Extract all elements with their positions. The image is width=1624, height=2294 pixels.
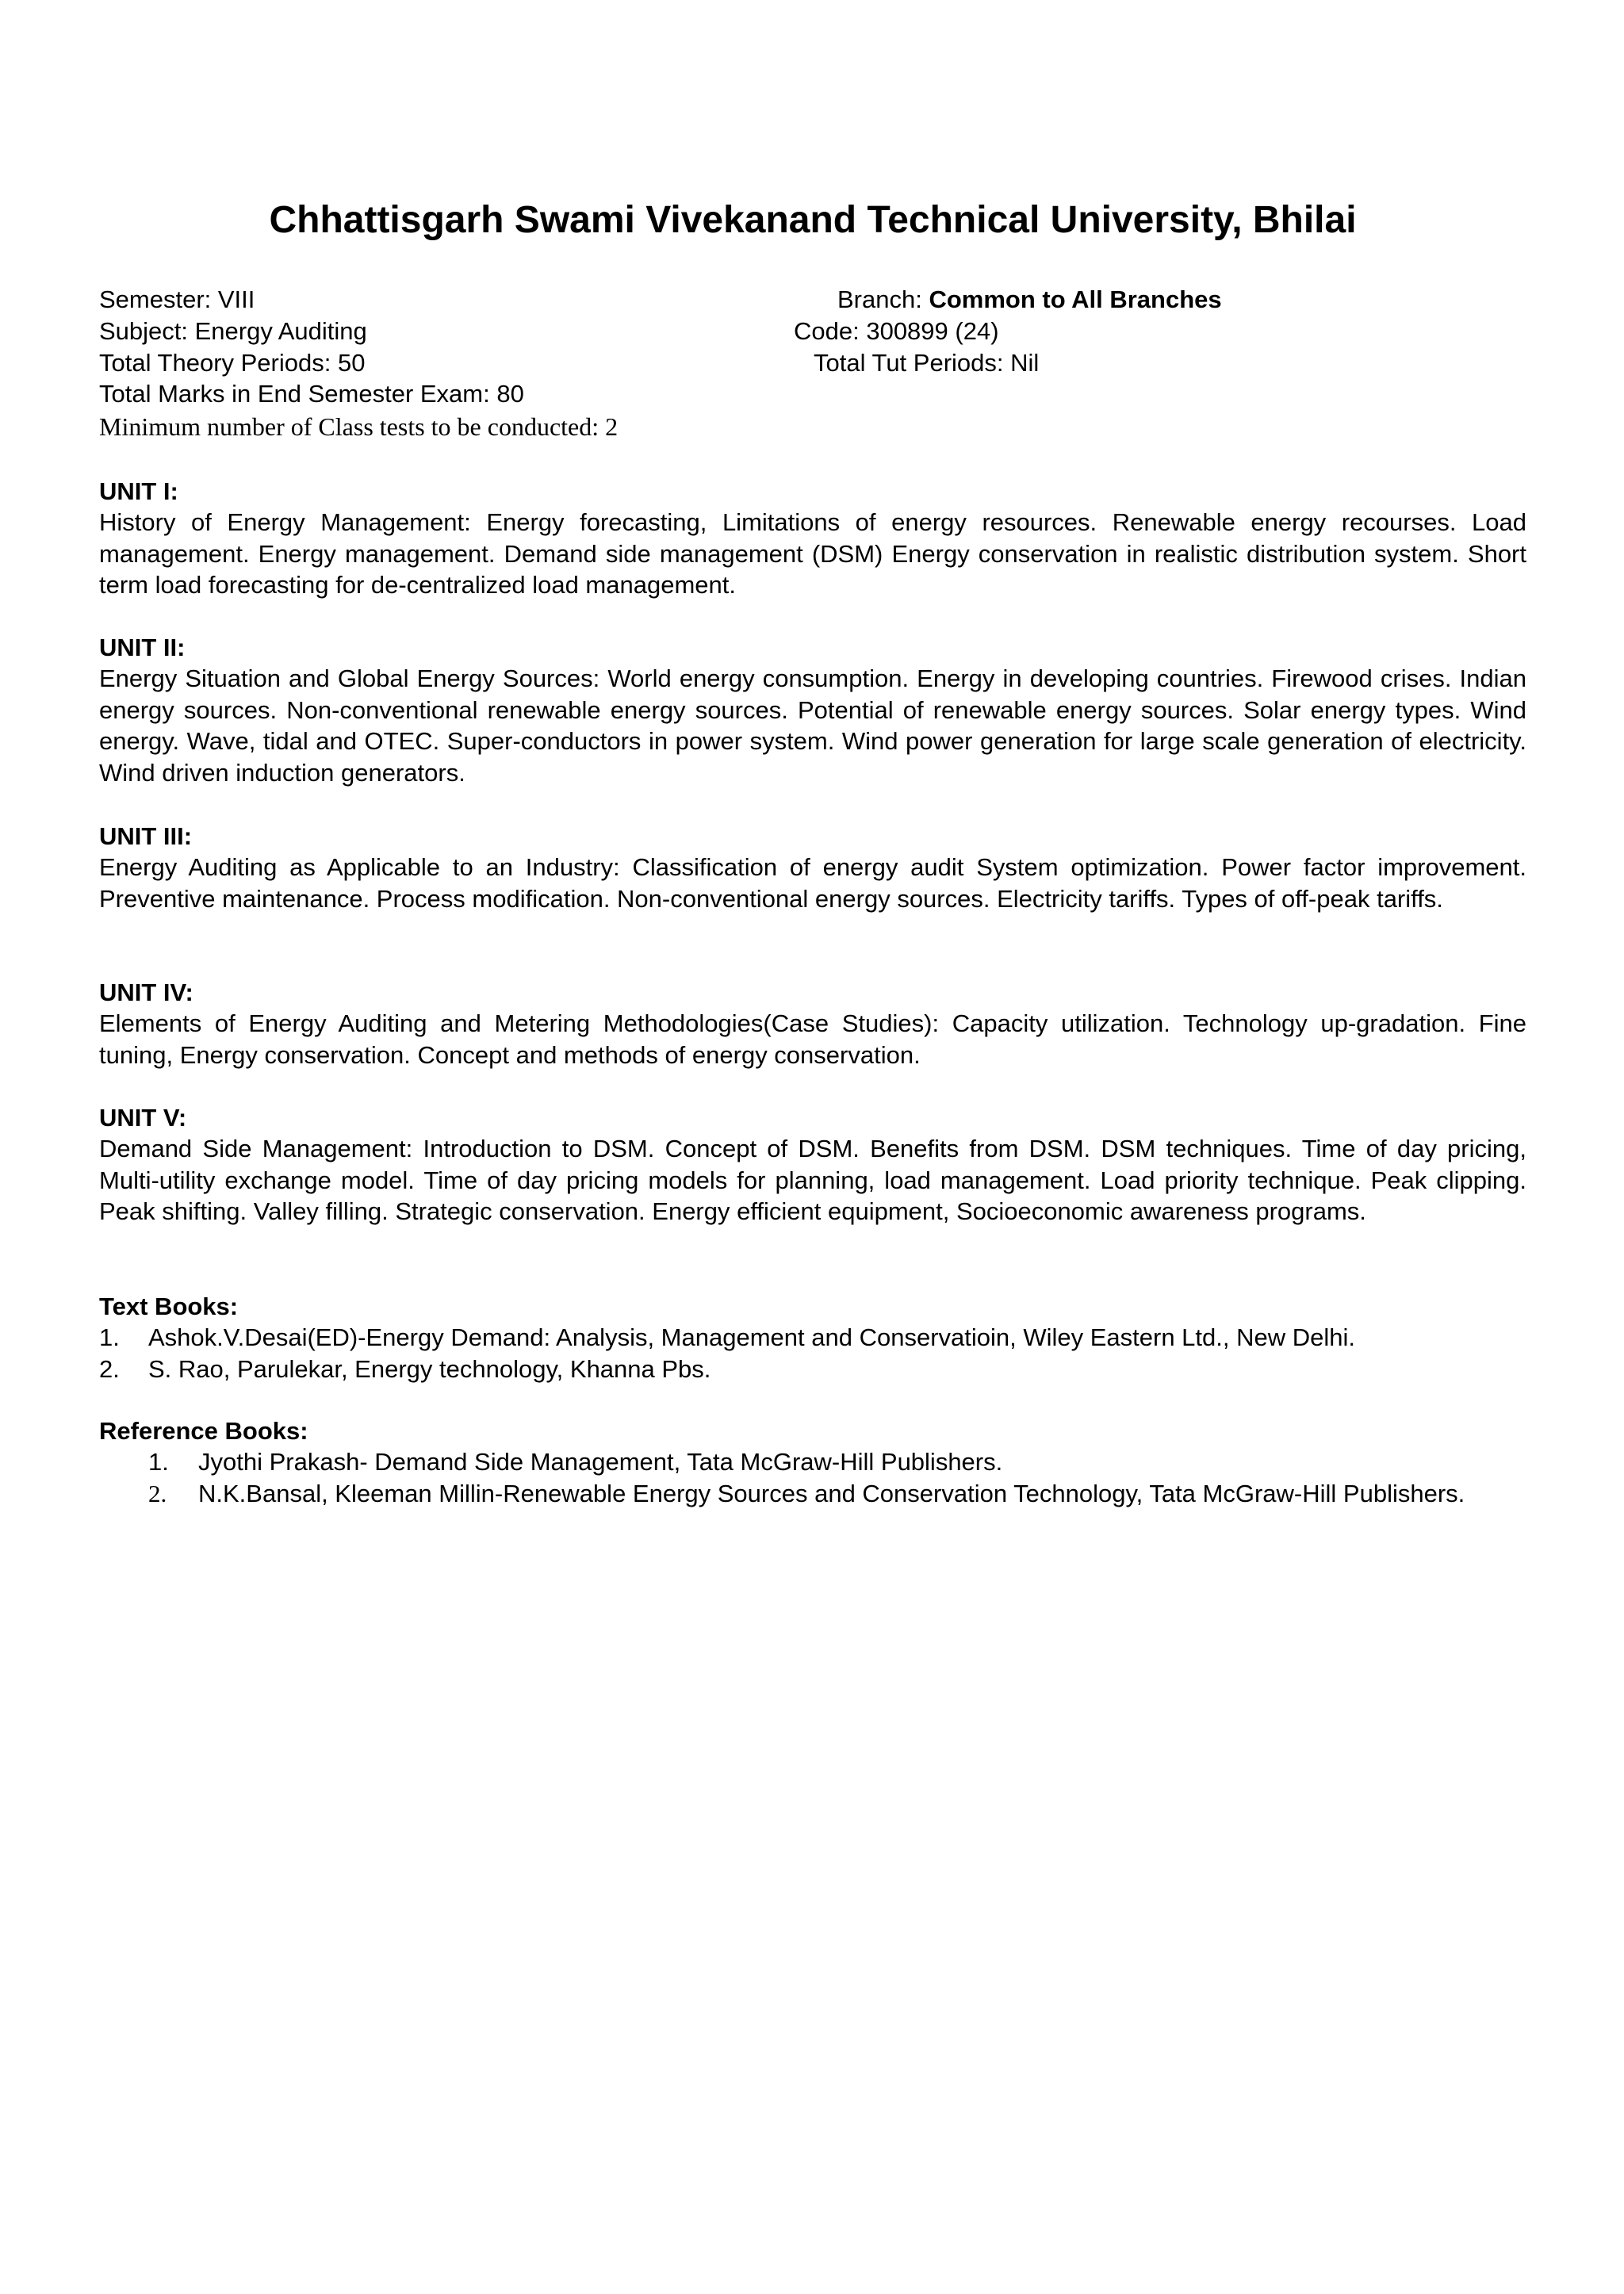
reference-books-heading: Reference Books:: [99, 1417, 308, 1445]
unit-heading: UNIT IV:: [99, 978, 193, 1006]
list-item-text: Ashok.V.Desai(ED)-Energy Demand: Analysis, Management and Conservatioin, Wiley Eastern Ltd., New Delhi.: [148, 1323, 1355, 1351]
reference-books-section: [99, 1415, 1526, 1509]
unit-heading: UNIT V:: [99, 1104, 187, 1132]
unit-content: Energy Auditing as Applicable to an Industry: Classification of energy audit System optimization. Power factor improvement. Preventive maintenance. Process modification. Non-conventional energy sources. Electricity tariffs. Types of off-peak tariffs.: [99, 853, 1526, 913]
branch-info: [837, 284, 1222, 316]
unit-content: History of Energy Management: Energy forecasting, Limitations of energy resources. Renewable energy recourses. Load management. Energy management. Demand side management (DSM) Energy conservation in realistic distribution system. Short term load forecasting for de-centralized load management.: [99, 508, 1526, 599]
unit-1: [99, 476, 1526, 601]
semester-info: Semester: VIII: [99, 285, 255, 313]
unit-content: Demand Side Management: Introduction to DSM. Concept of DSM. Benefits from DSM. DSM techniques. Time of day pricing, Multi-utility exchange model. Time of day pricing models for planning, load management. Load priority technique. Peak clipping. Peak shifting. Valley filling. Strategic conservation. Energy efficient equipment, Socioeconomic awareness programs.: [99, 1135, 1526, 1225]
tut-periods-info: Total Tut Periods: Nil: [814, 349, 1040, 377]
list-item: [99, 1322, 1526, 1354]
list-item-number: 2.: [148, 1479, 167, 1507]
class-tests-info: Minimum number of Class tests to be conducted: 2: [99, 412, 619, 441]
total-marks-info: Total Marks in End Semester Exam: 80: [99, 380, 524, 408]
unit-heading: UNIT III:: [99, 822, 193, 850]
reference-books-list: [99, 1446, 1526, 1509]
page-title: Chhattisgarh Swami Vivekanand Technical University, Bhilai: [269, 199, 1357, 241]
unit-3: [99, 821, 1526, 914]
text-books-section: [99, 1291, 1526, 1384]
unit-heading: UNIT II:: [99, 634, 186, 661]
code-info: Code: 300899 (24): [794, 317, 999, 345]
list-item-text: N.K.Bansal, Kleeman Millin-Renewable Energy Sources and Conservation Technology, Tata McGraw-Hill Publishers.: [198, 1479, 1465, 1507]
unit-5: [99, 1102, 1526, 1227]
list-item-text: S. Rao, Parulekar, Energy technology, Khanna Pbs.: [148, 1354, 711, 1383]
theory-periods-info: Total Theory Periods: 50: [99, 349, 366, 377]
list-item-text: Jyothi Prakash- Demand Side Management, Tata McGraw-Hill Publishers.: [198, 1448, 1003, 1476]
list-item-number: 1.: [148, 1448, 169, 1476]
list-item: [99, 1446, 1526, 1478]
unit-heading: UNIT I:: [99, 477, 178, 505]
branch-value: Common to All Branches: [929, 285, 1222, 313]
unit-4: [99, 977, 1526, 1070]
list-item-number: 2.: [99, 1354, 120, 1383]
text-books-heading: Text Books:: [99, 1293, 239, 1320]
list-item: [99, 1354, 1526, 1385]
branch-label: Branch:: [837, 285, 929, 313]
unit-2: [99, 632, 1526, 788]
unit-content: Elements of Energy Auditing and Metering Methodologies(Case Studies): Capacity utilization. Technology up-gradation. Fine tuning, Energy conservation. Concept and methods of energy conservation.: [99, 1009, 1526, 1069]
unit-content: Energy Situation and Global Energy Sources: World energy consumption. Energy in developing countries. Firewood crises. Indian energy sources. Non-conventional renewable energy sources. Potential of renewable energy sources. Solar energy types. Wind energy. Wave, tidal and OTEC. Super-conductors in power system. Wind power generation for large scale generation of electricity. Wind driven induction generators.: [99, 664, 1526, 787]
list-item-number: 1.: [99, 1323, 120, 1351]
subject-info: Subject: Energy Auditing: [99, 317, 367, 345]
text-books-list: [99, 1322, 1526, 1384]
list-item: [99, 1478, 1526, 1510]
